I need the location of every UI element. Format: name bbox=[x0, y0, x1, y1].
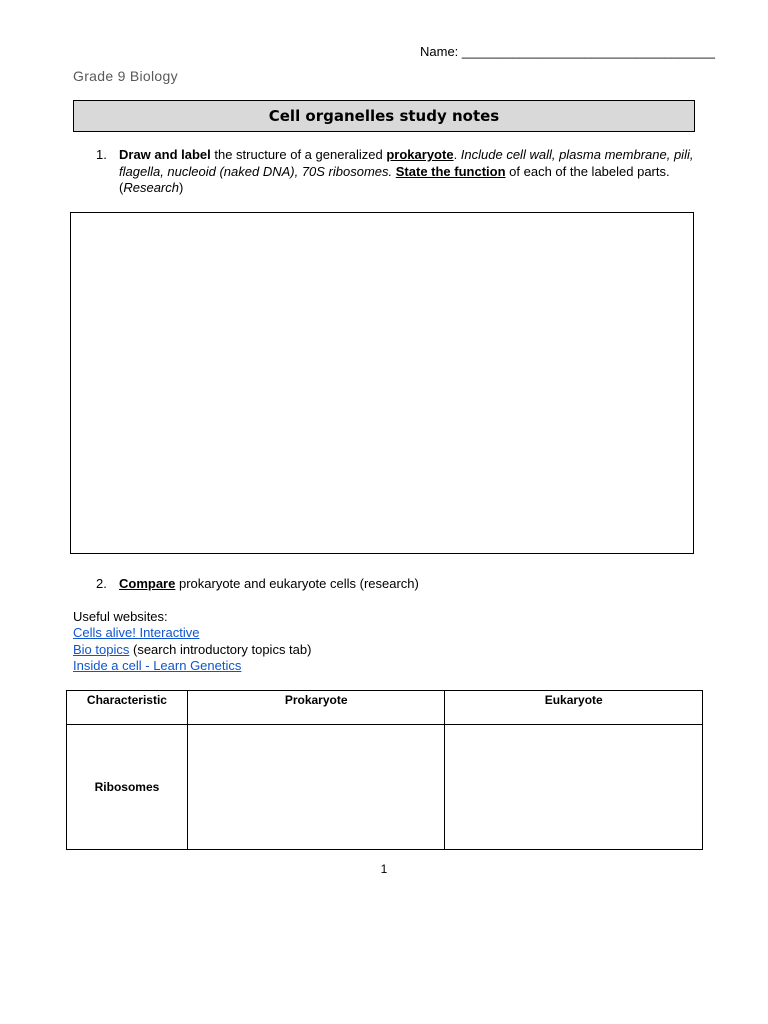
column-header-characteristic: Characteristic bbox=[67, 691, 188, 725]
question-text-part: ) bbox=[178, 180, 184, 195]
link-cells-alive[interactable]: Cells alive! Interactive bbox=[73, 625, 200, 641]
question-number: 1. bbox=[96, 147, 107, 162]
subject-heading: Grade 9 Biology bbox=[73, 68, 178, 84]
link-inside-a-cell[interactable]: Inside a cell - Learn Genetics bbox=[73, 657, 242, 673]
row-label-ribosomes: Ribosomes bbox=[67, 725, 188, 850]
question-text-part: . bbox=[453, 147, 461, 162]
page-title: Cell organelles study notes bbox=[268, 107, 500, 125]
title-banner bbox=[73, 100, 695, 132]
drawing-area[interactable] bbox=[70, 212, 694, 554]
research-note: Research bbox=[123, 180, 179, 195]
instruction-draw-label: Draw and label bbox=[119, 147, 211, 162]
keyword-prokaryote: prokaryote bbox=[386, 147, 454, 162]
column-header-prokaryote: Prokaryote bbox=[187, 691, 445, 725]
instruction-compare: Compare bbox=[119, 576, 176, 591]
useful-websites bbox=[73, 609, 311, 674]
question-text-part: of each of the labeled parts. ( bbox=[119, 163, 670, 195]
link-bio-topics[interactable]: Bio topics bbox=[73, 641, 130, 657]
include-list: Include cell wall, plasma membrane, pili, flagella, nucleoid (naked DNA), 70S ribosomes. bbox=[119, 147, 694, 179]
name-field-line[interactable]: Name: ___________________________________ bbox=[420, 44, 715, 59]
question-number: 2. bbox=[96, 576, 107, 591]
question-text bbox=[119, 576, 419, 593]
question-text-part: prokaryote and eukaryote cells (research) bbox=[175, 576, 419, 591]
column-header-eukaryote: Eukaryote bbox=[445, 691, 703, 725]
cell-prokaryote[interactable] bbox=[187, 725, 445, 850]
table-row bbox=[67, 725, 703, 850]
question-text-part: the structure of a generalized bbox=[210, 147, 387, 162]
page-number: 1 bbox=[380, 862, 388, 876]
instruction-state-function: State the function bbox=[395, 163, 506, 179]
websites-heading: Useful websites: bbox=[73, 609, 168, 624]
link-note: (search introductory topics tab) bbox=[129, 641, 312, 657]
comparison-table bbox=[66, 690, 703, 850]
table-header-row bbox=[67, 691, 703, 725]
cell-eukaryote[interactable] bbox=[445, 725, 703, 850]
question-text bbox=[119, 147, 699, 197]
